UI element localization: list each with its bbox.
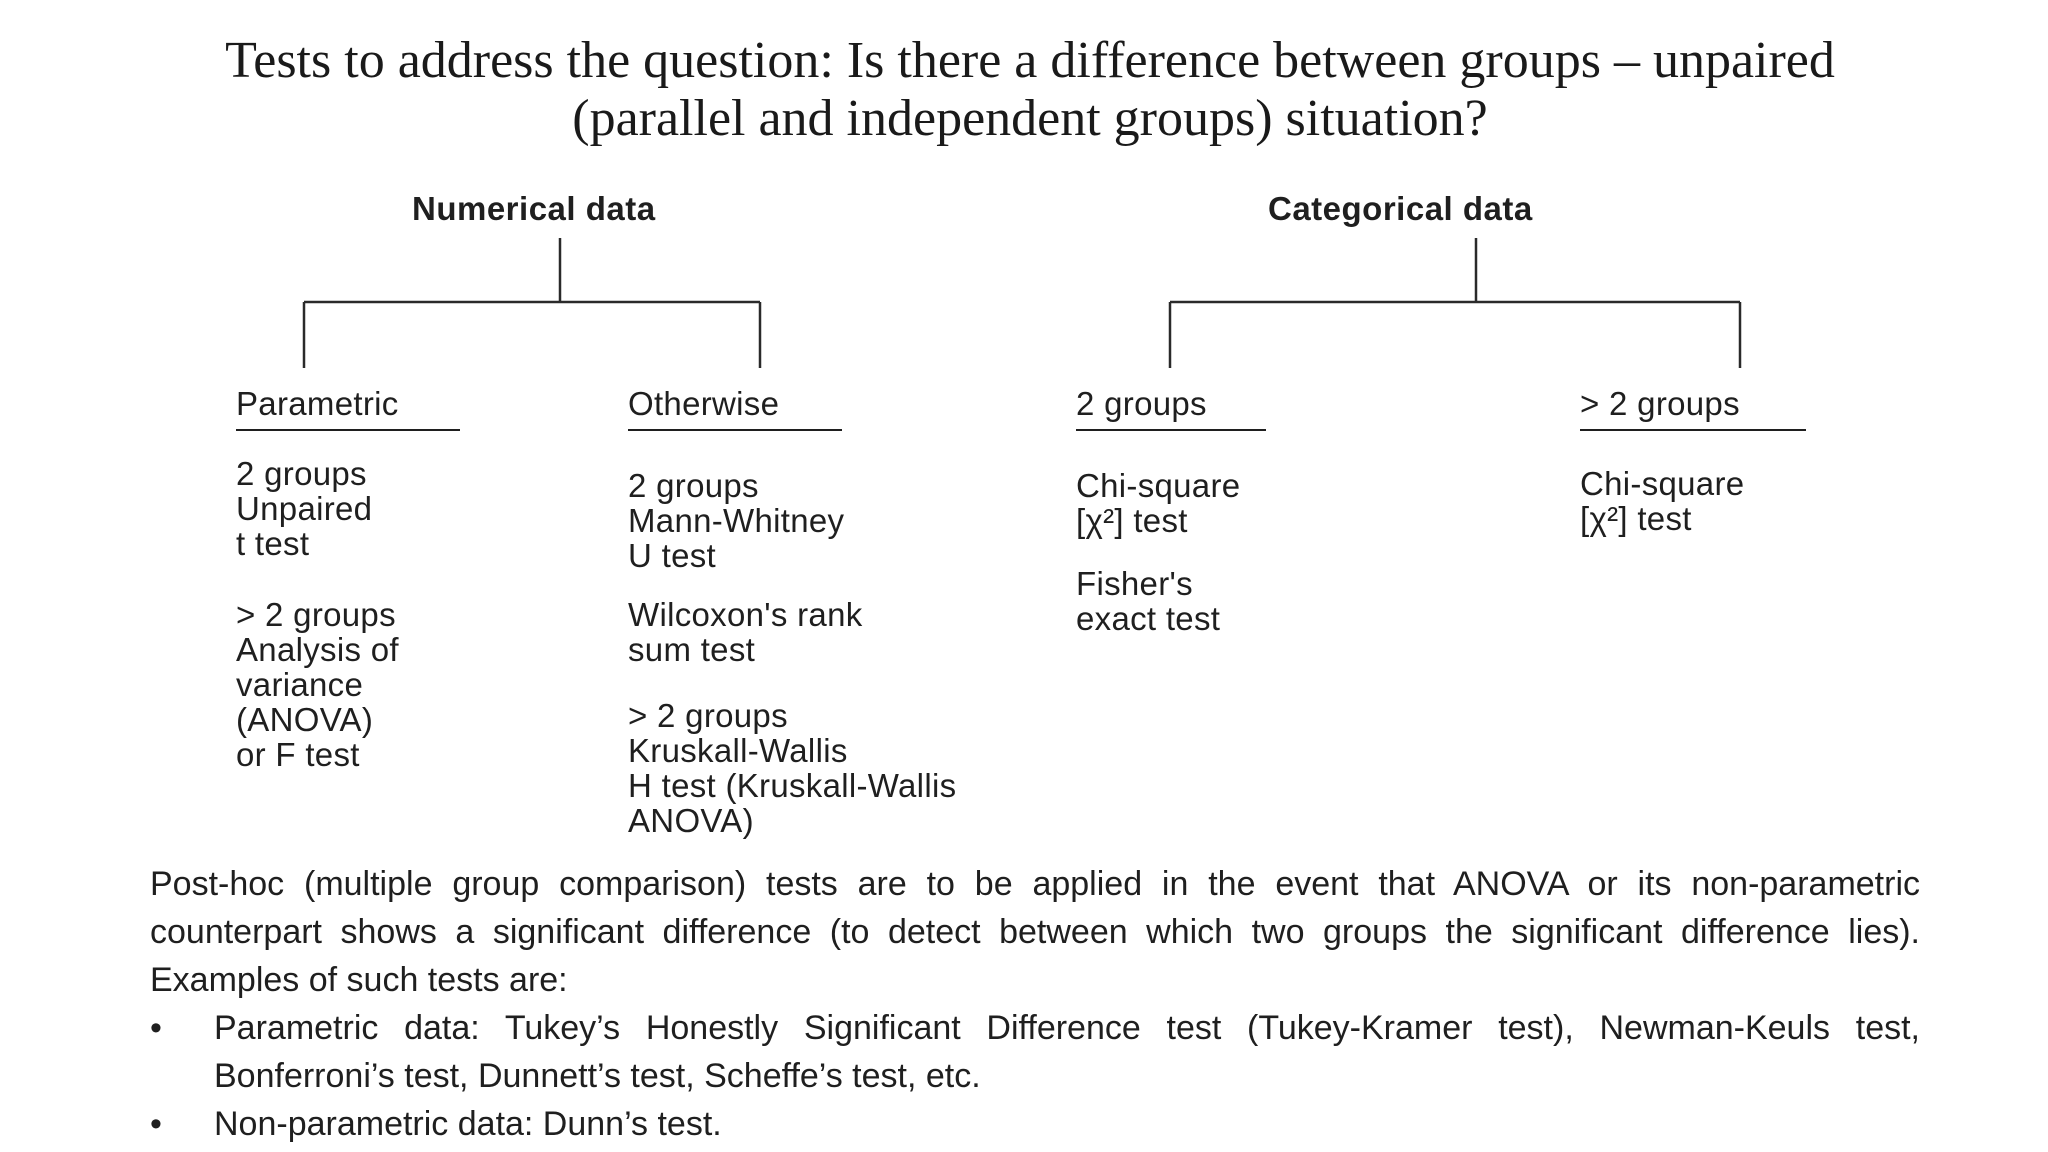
parametric-two-groups-block	[236, 456, 372, 561]
categorical-data-heading: Categorical data	[1268, 190, 1533, 227]
posthoc-bullet-text: Parametric data: Tukey’s Honestly Significant Difference test (Tukey-Kramer test), Newman-Keuls test, Bonferroni’s test, Dunnett’s test, Scheffe’s test, etc.	[214, 1009, 1920, 1095]
otherwise-two-groups-line: 2 groups	[628, 467, 759, 504]
parametric-heading: Parametric	[236, 385, 460, 431]
parametric-two-groups-line: Unpaired	[236, 490, 373, 527]
parametric-two-groups-line: t test	[236, 525, 310, 562]
otherwise-more-groups-block	[628, 698, 956, 838]
otherwise-more-groups-line: > 2 groups	[628, 697, 788, 734]
otherwise-two-groups-line: U test	[628, 537, 716, 574]
posthoc-list	[150, 1004, 1920, 1148]
parametric-two-groups-line: 2 groups	[236, 455, 367, 492]
otherwise-two-groups-block	[628, 468, 844, 573]
slide-title-line-1: Tests to address the question: Is there a difference between groups – unpaired	[225, 32, 1835, 89]
posthoc-list-item	[150, 1100, 1920, 1148]
bullet-icon: •	[150, 1105, 162, 1143]
wilcoxon-block	[628, 597, 863, 667]
posthoc-bullet-text: Non-parametric data: Dunn’s test.	[214, 1105, 722, 1143]
two-groups-chi-line: Chi-square	[1076, 467, 1241, 504]
posthoc-intro: Post-hoc (multiple group comparison) tests are to be applied in the event that ANOVA or its non-parametric counterpart shows a significant difference (to detect between which two groups the significant difference lies). Examples of such tests are:	[150, 865, 1920, 999]
fisher-line: Fisher's	[1076, 565, 1193, 602]
more-groups-chi-line: Chi-square	[1580, 465, 1745, 502]
otherwise-more-groups-line: ANOVA)	[628, 802, 754, 839]
parametric-more-groups-block	[236, 597, 399, 772]
slide-title-line-2: (parallel and independent groups) situation?	[572, 90, 1488, 147]
wilcoxon-line: Wilcoxon's rank	[628, 596, 863, 633]
otherwise-two-groups-line: Mann-Whitney	[628, 502, 845, 539]
parametric-more-groups-line: > 2 groups	[236, 596, 396, 633]
parametric-more-groups-line: Analysis of	[236, 631, 399, 668]
posthoc-list-item	[150, 1004, 1920, 1100]
otherwise-heading: Otherwise	[628, 385, 842, 431]
fisher-line: exact test	[1076, 600, 1221, 637]
more-groups-chi-square-block	[1580, 466, 1744, 536]
two-groups-chi-square-block	[1076, 468, 1240, 538]
wilcoxon-line: sum test	[628, 631, 756, 668]
posthoc-section	[150, 860, 1920, 1148]
more-groups-chi-line: [χ²] test	[1580, 500, 1692, 537]
parametric-more-groups-line: or F test	[236, 736, 360, 773]
otherwise-more-groups-line: Kruskall-Wallis	[628, 732, 848, 769]
more-groups-heading: > 2 groups	[1580, 385, 1806, 431]
two-groups-chi-line: [χ²] test	[1076, 502, 1188, 539]
parametric-more-groups-line: variance	[236, 666, 364, 703]
numerical-data-heading: Numerical data	[412, 190, 656, 227]
fisher-exact-block	[1076, 566, 1220, 636]
parametric-more-groups-line: (ANOVA)	[236, 701, 374, 738]
bullet-icon: •	[150, 1009, 162, 1047]
two-groups-heading: 2 groups	[1076, 385, 1266, 431]
otherwise-more-groups-line: H test (Kruskall-Wallis	[628, 767, 957, 804]
